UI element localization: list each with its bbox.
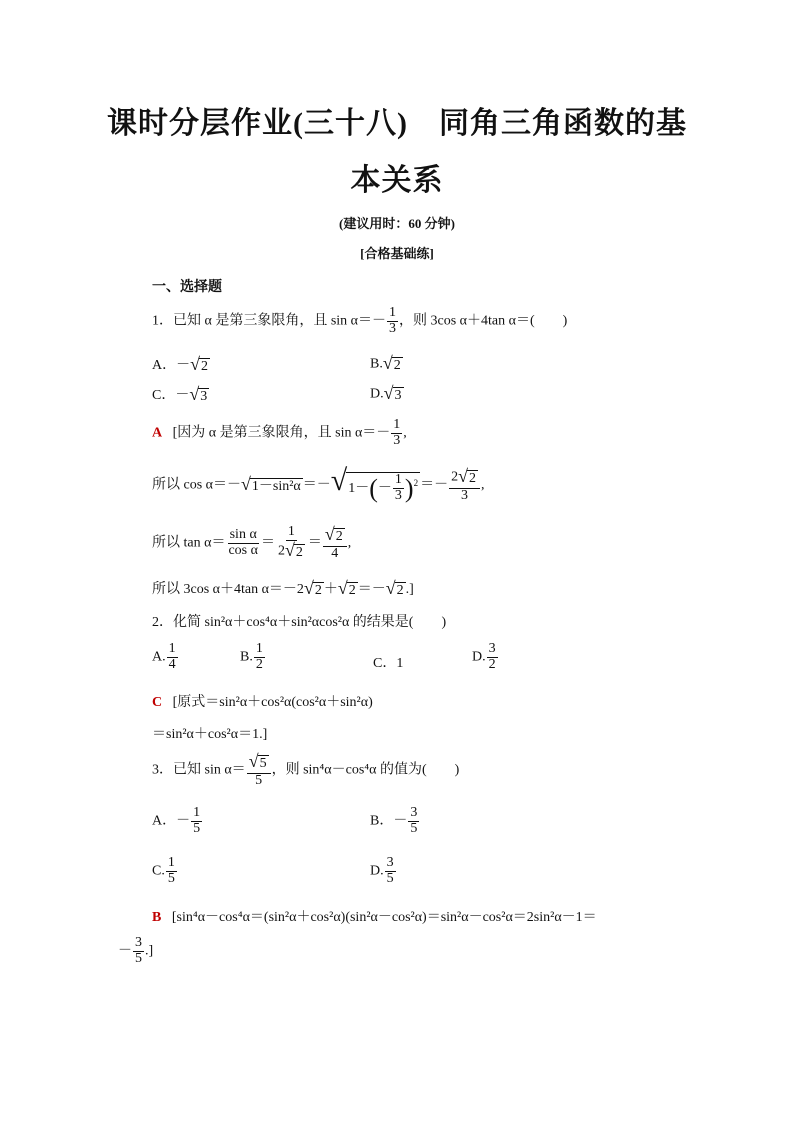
q1-solution-line1: A [因为 α 是第三象限角，且 sin α＝－ $\frac{1}{3}$ ,: [152, 417, 407, 448]
q2-option-b[interactable]: B. $\frac{1}{2}$: [240, 641, 263, 672]
section-heading: 一、选择题: [152, 280, 222, 295]
q1-option-b[interactable]: B. √ 2: [370, 353, 401, 373]
q1-solution-line3: 所以 tan α＝ $\frac{\text{sin α}}{\text{cos α}}$ ＝ 1 2 √ 2 ＝ √ 2 4 ,: [152, 524, 352, 561]
q2-option-a[interactable]: A. $\frac{1}{4}$: [152, 641, 176, 672]
q2-solution-line2: ＝sin²α＋cos²α＝1.]: [152, 727, 268, 742]
level-label: [合格基础练]: [360, 246, 434, 261]
q3-option-b[interactable]: B．－ $\frac{3}{5}$: [370, 805, 418, 836]
q3-option-c[interactable]: C. $\frac{1}{5}$: [152, 855, 175, 886]
q3-option-d[interactable]: D. $\frac{3}{5}$: [370, 855, 394, 886]
page-title-line2: 本关系: [350, 164, 444, 197]
question-2-stem: 2．化简 sin²α＋cos⁴α＋sin²αcos²α 的结果是( ): [152, 615, 447, 630]
q3-option-a[interactable]: A．－ $\frac{1}{5}$: [152, 805, 201, 836]
q2-option-c[interactable]: C．1: [373, 656, 404, 671]
q1-option-a[interactable]: A．－ √ 2: [152, 354, 209, 375]
q1-solution-line2: 所以 cos α＝－ √ 1－sin²α ＝－ √ 1－(－ $\frac{1}{3}$ )$^2$ ＝－ 2 √ 2 3 ,: [152, 464, 485, 504]
q2-option-d[interactable]: D. $\frac{3}{2}$: [472, 641, 496, 672]
q1-solution-line4: 所以 3cos α＋4tan α＝－2 √ 2 ＋ √ 2 ＝－ √ 2 .]: [152, 578, 414, 599]
q3-solution-line2: － $\frac{3}{5}$ .]: [118, 935, 154, 966]
q2-answer: C: [152, 695, 163, 710]
question-3-stem: 3．已知 sin α＝ √ 5 5 ，则 sin⁴α－cos⁴α 的值为( ): [152, 751, 460, 788]
q2-solution-line1: C [原式＝sin²α＋cos²α(cos²α＋sin²α): [152, 695, 373, 710]
q1-answer: A: [152, 425, 163, 441]
q3-answer: B: [152, 910, 162, 925]
page-title-line1: 课时分层作业(三十八) 同角三角函数的基: [107, 107, 687, 140]
q1-option-c[interactable]: C．－ √ 3: [152, 384, 208, 405]
time-note: (建议用时：60 分钟): [339, 216, 455, 231]
q1-option-d[interactable]: D. √ 3: [370, 383, 402, 403]
question-1-stem: 1．已知 α 是第三象限角，且 sin α＝－ $\frac{1}{3}$ ，则 3cos α＋4tan α＝( ): [152, 305, 568, 336]
q3-solution-line1: B [sin⁴α－cos⁴α＝(sin²α＋cos²α)(sin²α－cos²α)＝sin²α－cos²α＝2sin²α－1＝: [152, 910, 597, 925]
